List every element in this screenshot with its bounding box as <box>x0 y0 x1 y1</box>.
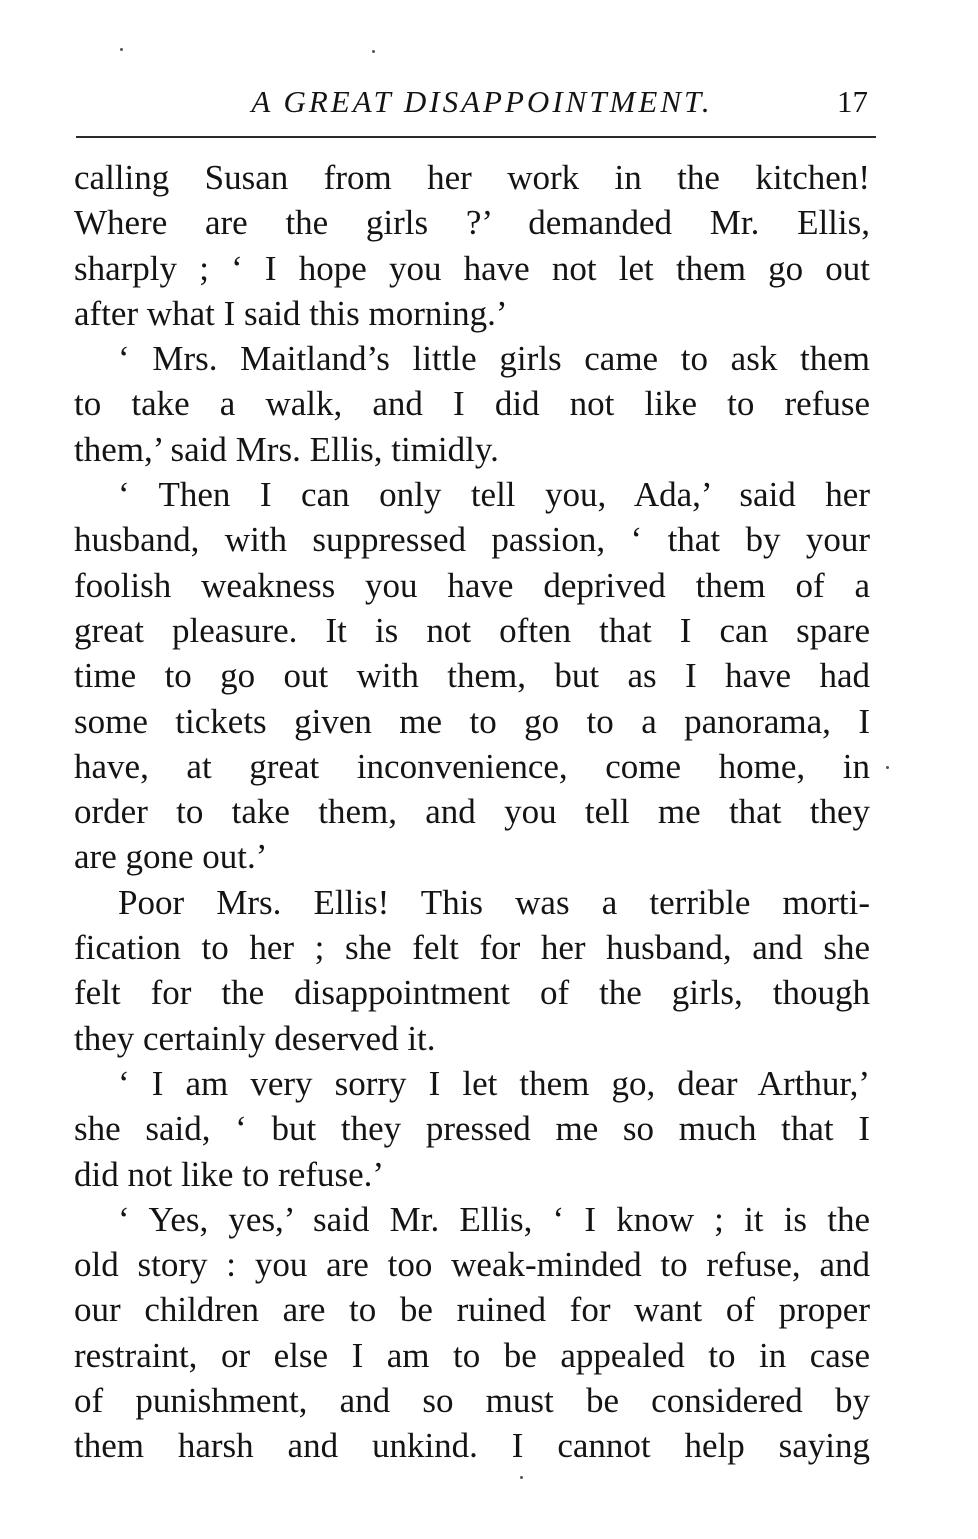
text-line: Poor Mrs. Ellis! This was a terrible morti- <box>118 882 870 922</box>
print-speck <box>520 1476 523 1479</box>
text-line: order to take them, and you tell me that they <box>74 792 870 832</box>
text-line: ‘ Mrs. Maitland’s little girls came to ask them <box>118 339 870 379</box>
text-line: she said, ‘ but they pressed me so much that I <box>74 1109 870 1149</box>
text-line: old story : you are too weak-minded to refuse, and <box>74 1245 870 1285</box>
text-line: calling Susan from her work in the kitchen! <box>74 158 870 197</box>
text-line: Where are the girls ?’ demanded Mr. Ellis, <box>74 203 870 243</box>
header-rule <box>76 136 876 138</box>
text-line: ‘ Yes, yes,’ said Mr. Ellis, ‘ I know ; it is the <box>118 1199 870 1239</box>
text-line: some tickets given me to go to a panorama, I <box>74 701 870 741</box>
text-line: of punishment, and so must be considered by <box>74 1381 870 1421</box>
text-line: foolish weakness you have deprived them of a <box>74 565 870 605</box>
running-title: A GREAT DISAPPOINTMENT. <box>251 84 713 119</box>
text-line: sharply ; ‘ I hope you have not let them go out <box>74 248 870 288</box>
text-line: fication to her ; she felt for her husband, and she <box>74 928 870 968</box>
page-number: 17 <box>837 84 868 119</box>
text-line: have, at great inconvenience, come home, in <box>74 746 870 786</box>
text-line: did not like to refuse.’ <box>74 1154 385 1194</box>
text-line: them,’ said Mrs. Ellis, timidly. <box>74 429 499 469</box>
text-line: them harsh and unkind. I cannot help saying <box>74 1426 870 1466</box>
body-text <box>74 155 870 1469</box>
text-line: they certainly deserved it. <box>74 1018 436 1058</box>
page-header <box>74 82 874 126</box>
text-line: are gone out.’ <box>74 837 268 877</box>
print-speck <box>372 50 375 53</box>
text-line: ‘ Then I can only tell you, Ada,’ said her <box>118 475 870 515</box>
print-speck <box>120 48 123 51</box>
print-speck <box>886 766 889 769</box>
text-line: restraint, or else I am to be appealed to in case <box>74 1335 870 1375</box>
text-line: after what I said this morning.’ <box>74 293 508 333</box>
text-line: felt for the disappointment of the girls, though <box>74 973 870 1013</box>
text-line: to take a walk, and I did not like to refuse <box>74 384 870 424</box>
text-line: great pleasure. It is not often that I can spare <box>74 610 870 650</box>
text-line: our children are to be ruined for want of proper <box>74 1290 870 1330</box>
text-line: time to go out with them, but as I have had <box>74 656 870 696</box>
text-line: husband, with suppressed passion, ‘ that by your <box>74 520 870 560</box>
text-line: ‘ I am very sorry I let them go, dear Arthur,’ <box>118 1063 870 1103</box>
